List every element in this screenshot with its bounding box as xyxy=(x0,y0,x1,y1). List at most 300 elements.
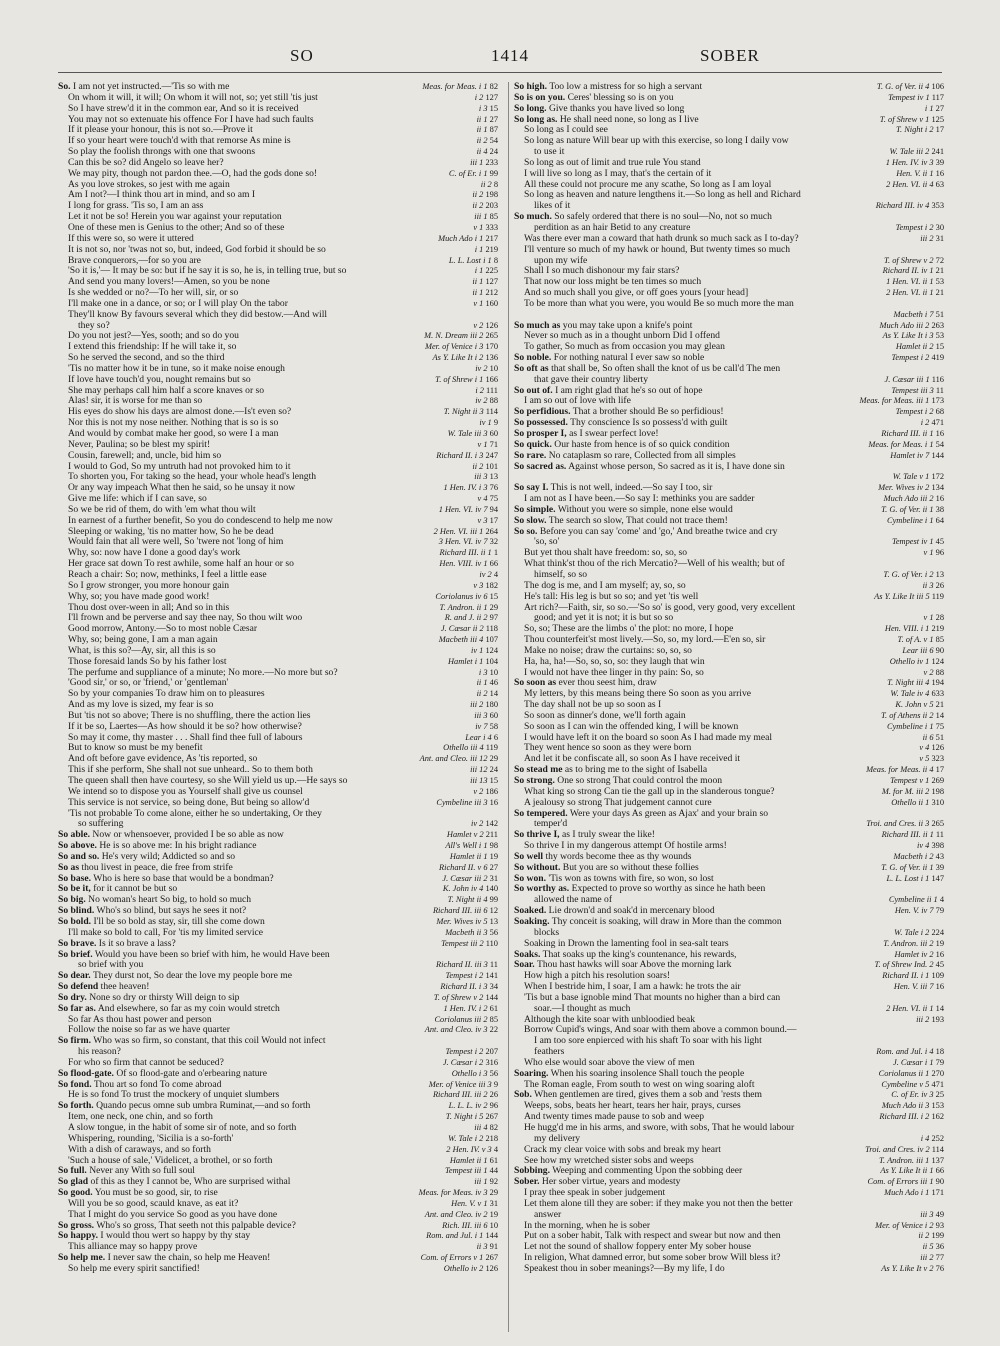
line-number: 64 xyxy=(935,515,944,525)
quotation: Is it so brave a lass? xyxy=(98,938,176,949)
play-reference xyxy=(424,331,498,342)
entry-text xyxy=(68,375,251,386)
concordance-line xyxy=(514,798,944,809)
entry-text xyxy=(514,1166,742,1177)
entry-text xyxy=(514,516,728,527)
play-act-scene: T. G. of Ver. ii 1 xyxy=(881,862,934,872)
concordance-line xyxy=(58,342,498,353)
play-act-scene: v 4 xyxy=(919,743,930,753)
quotation: Quando pecus omne sub umbra Ruminat,—and so forth xyxy=(96,1101,311,1112)
line-number: 32 xyxy=(489,537,498,547)
play-reference xyxy=(887,678,944,689)
entry-keyword: So simple. xyxy=(514,504,556,515)
play-reference xyxy=(472,190,498,201)
play-act-scene: iv 1 xyxy=(479,418,492,428)
entry-text xyxy=(68,93,318,104)
quotation: soar.—I thought as much xyxy=(534,1003,631,1014)
quotation: Our haste from hence is of so quick condition xyxy=(554,439,730,450)
concordance-line xyxy=(58,830,498,841)
quotation: The queen shall then have courtesy, so she Will yield us up.—He says so xyxy=(68,776,348,786)
quotation: Borrow Cupid's wings, And soar with them above a common bound.— xyxy=(524,1025,797,1036)
quotation: So soon as dinner's done, we'll forth again xyxy=(524,710,686,721)
play-act-scene: K. John v 5 xyxy=(895,700,934,710)
entry-text xyxy=(534,819,567,830)
quotation: 'So it is,'— It may be so: but if he say it is so, he is, in telling true, but so xyxy=(68,266,347,277)
play-reference xyxy=(478,516,498,527)
play-reference xyxy=(886,158,944,169)
line-number: 111 xyxy=(486,385,498,395)
quotation: Put on a sober habit, Talk with respect and swear but now and then xyxy=(524,1231,781,1242)
quotation: We intend so to dispose you as Yourself shall give us counsel xyxy=(68,786,303,797)
play-act-scene: Cymbeline iii 3 xyxy=(436,797,488,807)
line-number: 63 xyxy=(935,179,944,189)
line-number: 17 xyxy=(935,765,944,775)
play-act-scene: L. L. L. iv 2 xyxy=(448,1101,488,1111)
entry-text xyxy=(58,917,265,928)
line-number: 45 xyxy=(935,537,944,547)
concordance-line xyxy=(58,1123,498,1134)
entry-text xyxy=(514,1069,744,1080)
quotation: So play the foolish throngs with one that swoons xyxy=(68,147,256,158)
concordance-line xyxy=(58,1015,498,1026)
concordance-line xyxy=(58,657,498,668)
play-reference xyxy=(879,321,944,332)
play-reference xyxy=(477,115,498,126)
line-number: 186 xyxy=(485,786,498,796)
play-act-scene: Coriolanus iii 2 xyxy=(434,1014,488,1024)
play-reference xyxy=(470,776,498,787)
quotation: Give thanks you have lived so long xyxy=(548,103,685,114)
quotation: Who else would soar above the view of men xyxy=(524,1057,695,1068)
play-act-scene: Othello iv 2 xyxy=(443,1263,484,1273)
play-reference xyxy=(886,180,944,191)
concordance-line xyxy=(514,1199,944,1210)
quotation: I'll make so bold to call, For 'tis my limited service xyxy=(68,927,264,938)
quotation: But you are so without these follies xyxy=(562,862,699,873)
quotation: When I bestride him, I soar, I am a hawk: he trots the air xyxy=(524,982,741,993)
entry-keyword: So possessed. xyxy=(514,418,568,429)
quotation: Item, one neck, one chin, and so forth xyxy=(68,1112,213,1123)
quotation: This alliance may so happy prove xyxy=(68,1242,198,1253)
quotation: They durst not, So dear the love my people bore me xyxy=(92,971,292,982)
line-number: 116 xyxy=(931,374,944,384)
quotation: In religion, What damned error, but some sober brow Will bless it? xyxy=(524,1253,781,1264)
play-reference xyxy=(917,841,944,852)
line-number: 8 xyxy=(493,255,498,265)
quotation: He shall need none, so long as I live xyxy=(559,114,699,125)
line-number: 119 xyxy=(931,591,944,601)
quotation: So help me every spirit sanctified! xyxy=(68,1263,200,1274)
entry-text xyxy=(524,1058,695,1069)
play-act-scene: All's Well i 1 xyxy=(445,841,488,851)
line-number: 38 xyxy=(935,504,944,514)
play-reference xyxy=(886,1004,944,1015)
entry-keyword: So help me. xyxy=(58,1253,106,1264)
entry-text xyxy=(58,1004,280,1015)
play-act-scene: As Y. Like It ii 1 xyxy=(880,1166,934,1176)
line-number: 13 xyxy=(489,916,498,926)
concordance-line xyxy=(58,364,498,375)
quotation: So by your companies To draw him on to pleasures xyxy=(68,689,265,700)
play-reference xyxy=(434,527,498,538)
play-act-scene: Richard III. ii 1 xyxy=(881,830,934,840)
entry-text xyxy=(524,971,670,982)
line-number: 29 xyxy=(489,1188,498,1198)
play-act-scene: Lear iii 6 xyxy=(902,645,934,655)
entry-text xyxy=(524,700,661,711)
concordance-line xyxy=(514,754,944,765)
entry-text xyxy=(68,201,203,212)
entry-keyword: So strong. xyxy=(514,776,555,786)
concordance-line xyxy=(58,1101,498,1112)
line-number: 60 xyxy=(489,429,498,438)
concordance-line xyxy=(514,537,944,548)
play-act-scene: Hen. V. ii 1 xyxy=(896,168,934,178)
line-number: 8 xyxy=(493,179,498,189)
entry-keyword: So dry. xyxy=(58,992,87,1003)
entry-text xyxy=(524,733,772,744)
play-act-scene: W. Tale iii 2 xyxy=(889,147,930,157)
entry-text xyxy=(68,559,294,570)
quotation: In the morning, when he is sober xyxy=(524,1220,651,1231)
entry-text xyxy=(58,982,149,993)
play-reference xyxy=(875,1221,944,1232)
concordance-line xyxy=(514,711,944,722)
line-number: 15 xyxy=(489,776,498,785)
play-act-scene: Troi. and Cres. ii 3 xyxy=(866,819,930,829)
line-number: 91 xyxy=(489,1242,498,1252)
entry-text xyxy=(58,950,330,961)
play-reference xyxy=(882,787,944,798)
concordance-line xyxy=(58,668,498,679)
line-number: 114 xyxy=(485,407,498,417)
play-act-scene: iii 1 xyxy=(474,212,488,222)
concordance-line xyxy=(514,570,944,581)
play-act-scene: iii 13 xyxy=(470,776,488,785)
quotation: perdition as an hair Betid to any creature xyxy=(534,222,691,233)
play-reference xyxy=(421,1253,498,1264)
quotation: In earnest of a further benefit, So you do condescend to help me now xyxy=(68,515,333,526)
play-reference xyxy=(472,462,498,473)
entry-text xyxy=(68,678,228,689)
entry-text xyxy=(68,331,239,342)
entry-keyword: Sob. xyxy=(514,1090,532,1101)
play-act-scene: T. of Shrew v 1 xyxy=(879,114,930,124)
quotation: Were your days As green as Ajax' and your brain so xyxy=(569,808,768,819)
quotation: good; and yet it is not; it is but so so xyxy=(534,613,674,624)
entry-text xyxy=(78,1047,121,1058)
concordance-line xyxy=(514,1210,944,1221)
play-reference xyxy=(473,787,498,798)
concordance-line xyxy=(58,581,498,592)
play-reference xyxy=(921,1134,944,1145)
play-act-scene: ii 2 xyxy=(480,179,492,189)
quotation: You must be so good, sir, to rise xyxy=(94,1188,218,1199)
concordance-line xyxy=(58,624,498,635)
play-act-scene: Macbeth i 2 xyxy=(893,851,934,861)
quotation: as I truly swear the like! xyxy=(561,830,655,841)
entry-text xyxy=(514,863,699,874)
entry-text xyxy=(514,407,724,418)
play-reference xyxy=(473,321,498,332)
quotation: ever thou seest him, draw xyxy=(558,678,657,689)
concordance-line xyxy=(58,234,498,245)
entry-text xyxy=(58,1036,325,1047)
quotation: And would by combat make her good, so were I a man xyxy=(68,429,279,439)
entry-text xyxy=(68,472,316,483)
concordance-line xyxy=(58,1242,498,1253)
play-reference xyxy=(435,592,498,603)
entry-text xyxy=(68,494,207,505)
entry-text xyxy=(524,1188,665,1199)
line-number: 110 xyxy=(485,938,498,948)
concordance-line xyxy=(514,82,944,93)
play-reference xyxy=(470,158,498,169)
entry-text xyxy=(68,1112,213,1123)
quotation: Never any With so full soul xyxy=(89,1166,195,1177)
concordance-line xyxy=(58,559,498,570)
entry-keyword: So and so. xyxy=(58,851,100,862)
line-number: 94 xyxy=(489,504,498,514)
play-reference xyxy=(439,537,498,548)
line-number: 10 xyxy=(489,363,498,373)
concordance-line xyxy=(514,993,944,1004)
play-reference xyxy=(885,624,944,635)
quotation: The Roman eagle, From south to west on wing soaring aloft xyxy=(524,1079,755,1090)
play-reference xyxy=(419,1188,498,1199)
concordance-line xyxy=(514,169,944,180)
concordance-line xyxy=(514,668,944,679)
play-reference xyxy=(893,472,944,483)
entry-text xyxy=(524,266,679,277)
play-act-scene: iv 7 xyxy=(475,721,488,731)
quotation: Without you were so simple, none else would xyxy=(557,504,733,515)
quotation: But yet thou shalt have freedom: so, so, so xyxy=(524,548,688,559)
quotation: they so? xyxy=(78,320,110,331)
concordance-line xyxy=(58,819,498,830)
play-reference xyxy=(881,863,944,874)
play-act-scene: Ant. and Cleo. iv 2 xyxy=(424,1209,488,1219)
entry-text xyxy=(514,462,785,473)
entry-text xyxy=(78,321,110,332)
quotation: Who's so blind, but says he sees it not? xyxy=(96,906,247,917)
header-rule xyxy=(58,72,942,73)
quotation: Follow the noise so far as we have quarter xyxy=(68,1025,230,1036)
quotation: He is so fond To trust the mockery of unquiet slumbers xyxy=(68,1090,280,1101)
quotation: My letters, by this means being there So soon as you arrive xyxy=(524,689,752,700)
entry-text xyxy=(524,234,799,245)
entry-text xyxy=(514,440,730,451)
play-reference xyxy=(439,548,498,559)
entry-keyword: So dear. xyxy=(58,971,91,982)
quotation: Let not the sound of shallow foppery enter My sober house xyxy=(524,1242,752,1253)
play-act-scene: Macbeth iii 4 xyxy=(438,635,484,645)
concordance-line xyxy=(58,201,498,212)
play-act-scene: 2 Hen. VI. ii 1 xyxy=(886,288,934,298)
play-reference xyxy=(442,1221,498,1232)
entry-keyword: So slow. xyxy=(514,515,547,526)
line-number: 107 xyxy=(485,635,498,645)
entry-text xyxy=(68,570,267,581)
entry-keyword: So high. xyxy=(514,82,548,92)
play-reference xyxy=(450,1156,498,1167)
entry-text xyxy=(68,765,313,776)
play-act-scene: Othello i 3 xyxy=(451,1068,488,1078)
play-act-scene: v 5 xyxy=(919,754,930,764)
concordance-line xyxy=(514,516,944,527)
line-number: 224 xyxy=(931,927,944,937)
entry-text xyxy=(68,754,257,765)
line-number: 85 xyxy=(935,635,944,645)
play-act-scene: Hamlet iv 2 xyxy=(894,949,934,959)
concordance-line xyxy=(58,299,498,310)
entry-text xyxy=(514,418,727,429)
quotation: A slow tongue, in the habit of some sir of note, and so forth xyxy=(68,1123,297,1133)
concordance-line xyxy=(514,256,944,267)
concordance-line xyxy=(514,125,944,136)
line-number: 316 xyxy=(485,1057,498,1067)
concordance-line xyxy=(514,505,944,516)
entry-text xyxy=(524,581,686,592)
line-number: 263 xyxy=(931,320,944,330)
play-reference xyxy=(884,256,944,267)
concordance-line xyxy=(514,245,944,256)
play-reference xyxy=(894,982,944,993)
play-act-scene: ii 5 xyxy=(922,1242,934,1252)
line-number: 471 xyxy=(931,1079,944,1089)
play-act-scene: Lear i 4 xyxy=(465,732,492,742)
entry-keyword: So forth. xyxy=(58,1101,94,1112)
entry-text xyxy=(534,223,690,234)
entry-text xyxy=(524,559,785,570)
play-reference xyxy=(443,1058,498,1069)
quotation: I'll frown and be perverse and say thee nay, So thou wilt woo xyxy=(68,613,303,624)
quotation: Crack my clear voice with sobs and break my heart xyxy=(524,1144,721,1155)
entry-text xyxy=(68,581,229,592)
quotation: The perfume and suppliance of a minute; No more.—No more but so? xyxy=(68,667,338,678)
play-reference xyxy=(477,1242,498,1253)
entry-text xyxy=(68,256,201,267)
play-act-scene: Tempest i 2 xyxy=(891,353,930,363)
quotation: This service is not service, so being done, But being so allow'd xyxy=(68,797,310,808)
play-act-scene: Richard III. ii 1 xyxy=(439,548,492,558)
entry-text xyxy=(68,483,295,494)
play-reference xyxy=(445,928,498,939)
concordance-line xyxy=(514,581,944,592)
play-reference xyxy=(883,331,944,342)
concordance-line xyxy=(514,331,944,342)
line-number: 160 xyxy=(485,298,498,308)
concordance-line xyxy=(514,440,944,451)
play-reference xyxy=(881,1080,944,1091)
concordance-line xyxy=(514,689,944,700)
entry-text xyxy=(78,960,143,971)
play-reference xyxy=(474,472,498,483)
play-reference xyxy=(891,386,944,397)
concordance-line xyxy=(514,874,944,885)
quotation: So I have strew'd it in the common ear, And so it is received xyxy=(68,103,299,114)
line-number: 182 xyxy=(485,580,498,590)
play-reference xyxy=(481,180,498,191)
play-act-scene: W. Tale i 2 xyxy=(448,1133,484,1143)
play-act-scene: Meas. for Meas. i 1 xyxy=(868,439,934,449)
play-reference xyxy=(426,1231,498,1242)
play-reference xyxy=(440,982,498,993)
entry-text xyxy=(68,462,291,473)
entry-keyword: So rare. xyxy=(514,450,547,461)
quotation: And so much shall you give, or off goes yours [your head] xyxy=(524,288,749,299)
play-act-scene: T. Night ii 4 xyxy=(447,895,488,905)
line-number: 471 xyxy=(931,418,944,428)
concordance-line xyxy=(58,971,498,982)
play-act-scene: iii 2 xyxy=(920,233,934,243)
line-number: 241 xyxy=(931,147,944,157)
line-number: 60 xyxy=(489,710,498,720)
play-reference xyxy=(887,516,944,527)
concordance-line xyxy=(58,472,498,483)
play-reference xyxy=(876,201,944,212)
line-number: 323 xyxy=(931,754,944,764)
entry-text xyxy=(524,743,691,754)
entry-text xyxy=(524,158,701,169)
concordance-line xyxy=(514,603,944,614)
quotation: Who was so firm, so constant, that this coil Would not infect xyxy=(93,1036,326,1047)
entry-text xyxy=(524,494,754,505)
line-number: 170 xyxy=(485,342,498,352)
play-act-scene: Cymbeline i 1 xyxy=(887,721,934,731)
concordance-line xyxy=(514,223,944,234)
entry-text xyxy=(524,299,794,310)
concordance-line xyxy=(58,613,498,624)
quotation: And elsewhere, so far as my coin would stretch xyxy=(97,1003,280,1014)
quotation: Make no noise; draw the curtains: so, so, so xyxy=(524,645,692,656)
line-number: 76 xyxy=(489,483,498,493)
concordance-line xyxy=(514,342,944,353)
concordance-line xyxy=(58,527,498,538)
concordance-line xyxy=(514,104,944,115)
entry-keyword: Sobbing. xyxy=(514,1166,550,1177)
play-act-scene: ii 3 xyxy=(476,1242,488,1252)
line-number: 264 xyxy=(485,526,498,536)
quotation: If so your heart were touch'd with that remorse As mine is xyxy=(68,136,291,147)
concordance-line xyxy=(514,201,944,212)
play-act-scene: T. Night i 5 xyxy=(445,1112,484,1122)
quotation: That a brother should Be so perfidious! xyxy=(572,407,724,418)
line-number: 17 xyxy=(489,515,498,525)
quotation: so suffering xyxy=(78,819,124,830)
line-number: 43 xyxy=(935,851,944,861)
play-act-scene: Hamlet i 1 xyxy=(447,656,484,666)
entry-text xyxy=(58,1177,290,1188)
play-act-scene: Rich. III. iii 6 xyxy=(442,1220,488,1230)
entry-text xyxy=(514,527,777,538)
entry-text xyxy=(68,603,229,614)
play-act-scene: T. G. of Ver. i 2 xyxy=(883,569,934,579)
concordance-line xyxy=(58,743,498,754)
play-reference xyxy=(916,1015,944,1026)
quotation: Whispering, rounding, 'Sicilia is a so-forth' xyxy=(68,1133,234,1144)
concordance-line xyxy=(514,559,944,570)
line-number: 15 xyxy=(489,103,498,113)
play-act-scene: T. of A. v 1 xyxy=(897,635,934,645)
play-reference xyxy=(425,1210,498,1221)
line-number: 14 xyxy=(935,1003,944,1013)
line-number: 144 xyxy=(485,992,498,1002)
quotation: No cataplasm so rare, Collected from all simples xyxy=(548,450,736,461)
entry-text xyxy=(524,689,751,700)
line-number: 10 xyxy=(489,667,498,677)
quotation: That soaks up the king's countenance, his rewards, xyxy=(542,949,737,960)
